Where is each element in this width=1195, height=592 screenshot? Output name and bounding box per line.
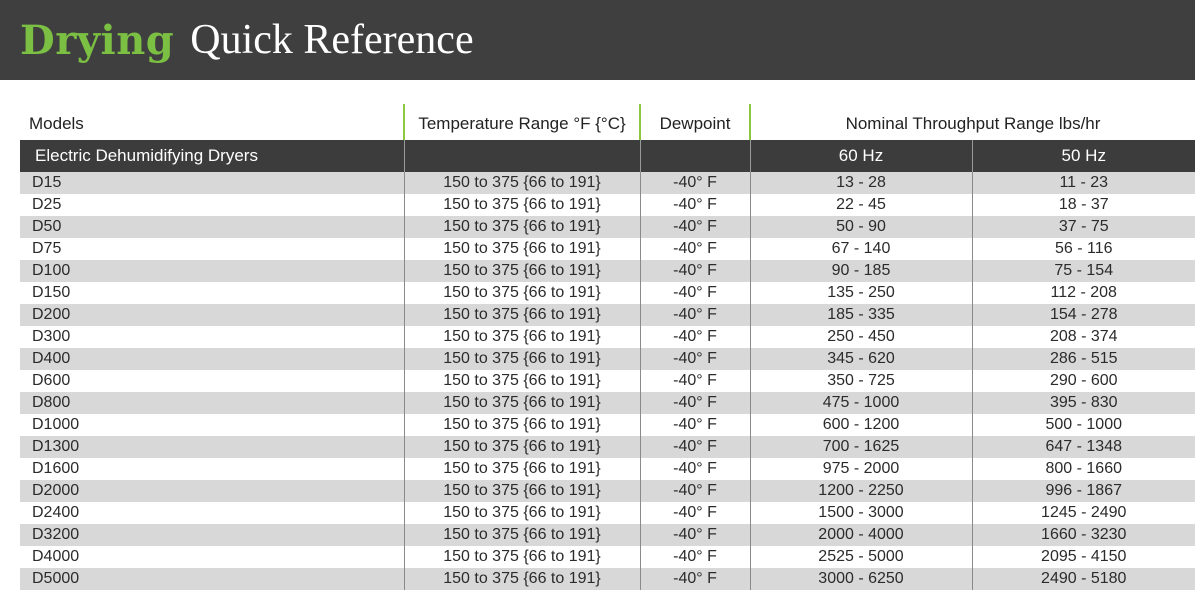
table-row <box>20 414 1195 436</box>
cell-temperature: 150 to 375 {66 to 191} <box>404 348 640 370</box>
cell-model: D5000 <box>20 568 404 590</box>
cell-model: D3200 <box>20 524 404 546</box>
title-accent: Drying <box>20 16 175 64</box>
table-row <box>20 194 1195 216</box>
cell-throughput-50hz: 800 - 1660 <box>972 458 1195 480</box>
cell-throughput-60hz: 475 - 1000 <box>750 392 972 414</box>
cell-dewpoint: -40° F <box>640 216 750 238</box>
cell-throughput-60hz: 975 - 2000 <box>750 458 972 480</box>
subheader-category: Electric Dehumidifying Dryers <box>20 140 404 172</box>
subheader-row <box>20 140 1195 172</box>
page-banner <box>0 0 1195 80</box>
cell-temperature: 150 to 375 {66 to 191} <box>404 194 640 216</box>
cell-model: D400 <box>20 348 404 370</box>
cell-dewpoint: -40° F <box>640 260 750 282</box>
cell-model: D50 <box>20 216 404 238</box>
table-body <box>20 172 1195 590</box>
table-row <box>20 238 1195 260</box>
cell-model: D15 <box>20 172 404 194</box>
cell-throughput-60hz: 185 - 335 <box>750 304 972 326</box>
cell-dewpoint: -40° F <box>640 370 750 392</box>
cell-temperature: 150 to 375 {66 to 191} <box>404 282 640 304</box>
cell-model: D1600 <box>20 458 404 480</box>
cell-temperature: 150 to 375 {66 to 191} <box>404 172 640 194</box>
table-row <box>20 524 1195 546</box>
cell-temperature: 150 to 375 {66 to 191} <box>404 370 640 392</box>
cell-throughput-50hz: 395 - 830 <box>972 392 1195 414</box>
header-throughput: Nominal Throughput Range lbs/hr <box>750 104 1195 140</box>
table-row <box>20 392 1195 414</box>
cell-throughput-60hz: 1500 - 3000 <box>750 502 972 524</box>
cell-model: D800 <box>20 392 404 414</box>
cell-throughput-60hz: 345 - 620 <box>750 348 972 370</box>
cell-dewpoint: -40° F <box>640 172 750 194</box>
table-row <box>20 282 1195 304</box>
cell-throughput-50hz: 996 - 1867 <box>972 480 1195 502</box>
cell-throughput-60hz: 13 - 28 <box>750 172 972 194</box>
cell-temperature: 150 to 375 {66 to 191} <box>404 480 640 502</box>
subheader-50hz: 50 Hz <box>972 140 1195 172</box>
cell-model: D600 <box>20 370 404 392</box>
column-header-row <box>20 104 1195 140</box>
cell-throughput-50hz: 1245 - 2490 <box>972 502 1195 524</box>
cell-dewpoint: -40° F <box>640 194 750 216</box>
cell-model: D1300 <box>20 436 404 458</box>
cell-dewpoint: -40° F <box>640 414 750 436</box>
cell-model: D1000 <box>20 414 404 436</box>
cell-model: D75 <box>20 238 404 260</box>
cell-dewpoint: -40° F <box>640 304 750 326</box>
cell-dewpoint: -40° F <box>640 326 750 348</box>
cell-dewpoint: -40° F <box>640 436 750 458</box>
cell-throughput-60hz: 2525 - 5000 <box>750 546 972 568</box>
table-row <box>20 458 1195 480</box>
cell-throughput-50hz: 75 - 154 <box>972 260 1195 282</box>
cell-throughput-50hz: 290 - 600 <box>972 370 1195 392</box>
header-dewpoint: Dewpoint <box>640 104 750 140</box>
cell-temperature: 150 to 375 {66 to 191} <box>404 326 640 348</box>
title-rest: Quick Reference <box>190 17 474 63</box>
table-row <box>20 326 1195 348</box>
cell-throughput-50hz: 56 - 116 <box>972 238 1195 260</box>
cell-model: D4000 <box>20 546 404 568</box>
cell-dewpoint: -40° F <box>640 502 750 524</box>
subheader-temperature-blank <box>404 140 640 172</box>
table-row <box>20 216 1195 238</box>
cell-temperature: 150 to 375 {66 to 191} <box>404 216 640 238</box>
cell-throughput-60hz: 1200 - 2250 <box>750 480 972 502</box>
drying-reference-table <box>20 104 1195 590</box>
cell-throughput-60hz: 600 - 1200 <box>750 414 972 436</box>
cell-throughput-60hz: 67 - 140 <box>750 238 972 260</box>
table-row <box>20 480 1195 502</box>
cell-throughput-50hz: 208 - 374 <box>972 326 1195 348</box>
cell-throughput-60hz: 250 - 450 <box>750 326 972 348</box>
cell-dewpoint: -40° F <box>640 568 750 590</box>
cell-throughput-60hz: 350 - 725 <box>750 370 972 392</box>
cell-throughput-50hz: 112 - 208 <box>972 282 1195 304</box>
cell-throughput-50hz: 154 - 278 <box>972 304 1195 326</box>
cell-dewpoint: -40° F <box>640 238 750 260</box>
cell-temperature: 150 to 375 {66 to 191} <box>404 392 640 414</box>
subheader-dewpoint-blank <box>640 140 750 172</box>
cell-model: D25 <box>20 194 404 216</box>
cell-throughput-60hz: 2000 - 4000 <box>750 524 972 546</box>
table-row <box>20 436 1195 458</box>
cell-temperature: 150 to 375 {66 to 191} <box>404 502 640 524</box>
cell-throughput-50hz: 37 - 75 <box>972 216 1195 238</box>
cell-model: D150 <box>20 282 404 304</box>
cell-throughput-60hz: 22 - 45 <box>750 194 972 216</box>
cell-throughput-50hz: 2095 - 4150 <box>972 546 1195 568</box>
cell-temperature: 150 to 375 {66 to 191} <box>404 524 640 546</box>
cell-temperature: 150 to 375 {66 to 191} <box>404 546 640 568</box>
cell-throughput-50hz: 500 - 1000 <box>972 414 1195 436</box>
cell-temperature: 150 to 375 {66 to 191} <box>404 238 640 260</box>
cell-dewpoint: -40° F <box>640 348 750 370</box>
cell-dewpoint: -40° F <box>640 546 750 568</box>
cell-throughput-50hz: 1660 - 3230 <box>972 524 1195 546</box>
cell-throughput-50hz: 18 - 37 <box>972 194 1195 216</box>
cell-throughput-60hz: 700 - 1625 <box>750 436 972 458</box>
cell-temperature: 150 to 375 {66 to 191} <box>404 568 640 590</box>
cell-dewpoint: -40° F <box>640 392 750 414</box>
cell-throughput-50hz: 11 - 23 <box>972 172 1195 194</box>
cell-throughput-60hz: 3000 - 6250 <box>750 568 972 590</box>
cell-throughput-50hz: 286 - 515 <box>972 348 1195 370</box>
subheader-60hz: 60 Hz <box>750 140 972 172</box>
cell-throughput-60hz: 90 - 185 <box>750 260 972 282</box>
table-row <box>20 546 1195 568</box>
cell-model: D2400 <box>20 502 404 524</box>
cell-throughput-50hz: 647 - 1348 <box>972 436 1195 458</box>
cell-temperature: 150 to 375 {66 to 191} <box>404 436 640 458</box>
table-row <box>20 348 1195 370</box>
cell-model: D200 <box>20 304 404 326</box>
table-row <box>20 260 1195 282</box>
table-row <box>20 568 1195 590</box>
cell-temperature: 150 to 375 {66 to 191} <box>404 260 640 282</box>
cell-temperature: 150 to 375 {66 to 191} <box>404 414 640 436</box>
cell-throughput-60hz: 50 - 90 <box>750 216 972 238</box>
table-row <box>20 172 1195 194</box>
table-row <box>20 304 1195 326</box>
reference-table-wrapper <box>20 104 1195 590</box>
cell-dewpoint: -40° F <box>640 524 750 546</box>
cell-throughput-60hz: 135 - 250 <box>750 282 972 304</box>
table-row <box>20 502 1195 524</box>
cell-temperature: 150 to 375 {66 to 191} <box>404 304 640 326</box>
cell-dewpoint: -40° F <box>640 480 750 502</box>
cell-model: D100 <box>20 260 404 282</box>
cell-dewpoint: -40° F <box>640 458 750 480</box>
cell-throughput-50hz: 2490 - 5180 <box>972 568 1195 590</box>
cell-model: D300 <box>20 326 404 348</box>
cell-dewpoint: -40° F <box>640 282 750 304</box>
header-models: Models <box>29 114 84 133</box>
cell-temperature: 150 to 375 {66 to 191} <box>404 458 640 480</box>
table-row <box>20 370 1195 392</box>
header-temperature: Temperature Range °F {°C} <box>404 104 640 140</box>
cell-model: D2000 <box>20 480 404 502</box>
